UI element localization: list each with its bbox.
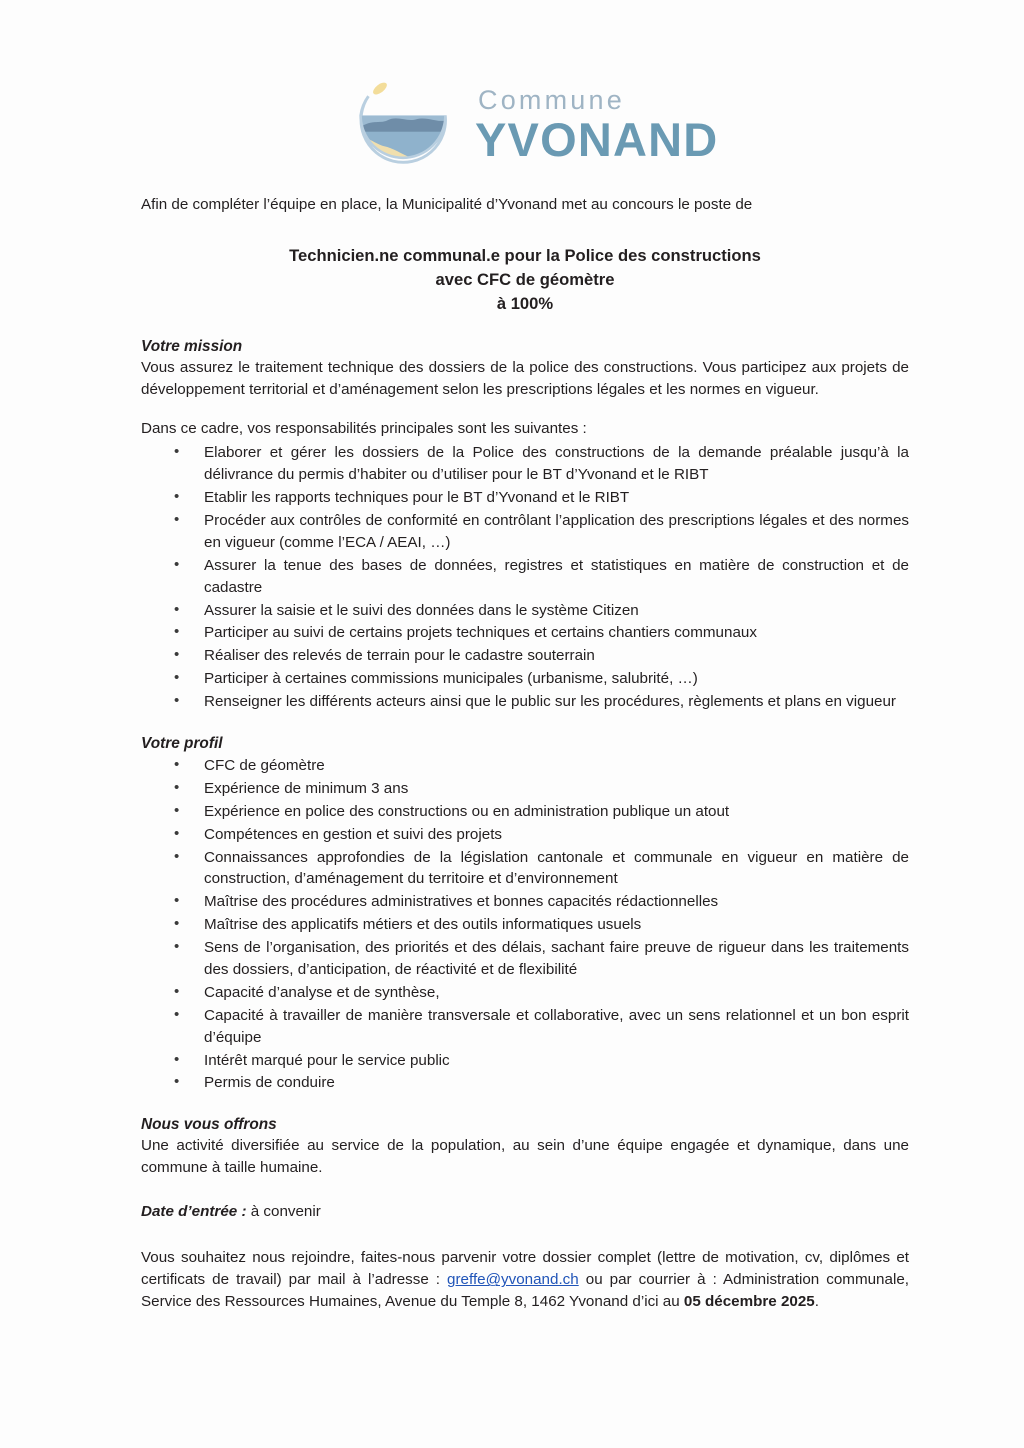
section-heading-offrons: Nous vous offrons: [141, 1116, 277, 1134]
spacer: [141, 401, 909, 418]
list-item: • Permis de conduire: [141, 1072, 909, 1094]
intro-paragraph: Afin de compléter l’équipe en place, la Municipalité d’Yvonand met au concours le poste de: [141, 196, 753, 213]
date-entree-line: [141, 1201, 909, 1223]
list-item: • Intérêt marqué pour le service public: [141, 1050, 909, 1072]
job-title-block: [141, 244, 909, 316]
list-item: • Maîtrise des procédures administratives et bonnes capacités rédactionnelles: [141, 891, 909, 913]
list-item: • Procéder aux contrôles de conformité en contrôlant l’application des prescriptions légales et des normes en vigueur (comme l’ECA / AEAI, …): [141, 510, 909, 554]
mission-paragraph: Vous assurez le traitement technique des dossiers de la police des constructions. Vous participez aux projets de développement territorial et d’aménagement selon les prescriptions légales et les normes en vigueur.: [141, 359, 909, 399]
list-item: • Capacité à travailler de manière transversale et collaborative, avec un sens relationnel et un bon esprit d’équipe: [141, 1005, 909, 1049]
mission-bullet-list: [141, 442, 909, 713]
date-entree-value: à convenir: [250, 1203, 321, 1221]
section-heading-profil: Votre profil: [141, 734, 223, 752]
job-title-line-2: avec CFC de géomètre: [435, 270, 615, 290]
closing-text-part-1: Vous souhaitez nous rejoindre, faites-nous parvenir votre dossier complet (lettre de motivation, cv, diplômes et certificats de travail) par mail à l’adresse :: [141, 1249, 909, 1289]
closing-text-part-3: .: [814, 1293, 819, 1311]
commune-logo: [355, 72, 719, 177]
profil-bullet-list: [141, 755, 909, 1094]
list-item: • Renseigner les différents acteurs ainsi que le public sur les procédures, règlements et plans en vigueur: [141, 691, 909, 713]
list-item: • Etablir les rapports techniques pour le BT d’Yvonand et le RIBT: [141, 487, 909, 509]
list-item: • Participer au suivi de certains projets techniques et certains chantiers communaux: [141, 622, 909, 644]
list-item: • Participer à certaines commissions municipales (urbanisme, salubrité, …): [141, 668, 909, 690]
list-item: • Expérience en police des constructions ou en administration publique un atout: [141, 801, 909, 823]
list-item: • CFC de géomètre: [141, 755, 909, 777]
list-item: • Connaissances approfondies de la législation cantonale et communale en vigueur en matière de construction, d’aménagement du territoire et d’environnement: [141, 847, 909, 891]
list-item: • Assurer la saisie et le suivi des données dans le système Citizen: [141, 600, 909, 622]
section-heading-mission: Votre mission: [141, 338, 243, 356]
list-item: • Maîtrise des applicatifs métiers et des outils informatiques usuels: [141, 914, 909, 936]
logo-yvonand-text: YVONAND: [475, 112, 719, 166]
job-title-line-1: Technicien.ne communal.e pour la Police des constructions: [289, 246, 761, 266]
yvonand-lake-emblem-icon: [355, 77, 451, 173]
date-entree-label: Date d’entrée :: [141, 1203, 247, 1221]
closing-paragraph: [141, 1247, 909, 1313]
list-item: • Réaliser des relevés de terrain pour le cadastre souterrain: [141, 645, 909, 667]
offrons-paragraph: Une activité diversifiée au service de la population, au sein d’une équipe engagée et dynamique, dans une commune à taille humaine.: [141, 1137, 909, 1177]
job-title-line-3: à 100%: [496, 294, 554, 314]
list-item: • Compétences en gestion et suivi des projets: [141, 824, 909, 846]
list-item: • Assurer la tenue des bases de données, registres et statistiques en matière de construction et de cadastre: [141, 555, 909, 599]
list-item: • Sens de l’organisation, des priorités et des délais, sachant faire preuve de rigueur dans les traitements des dossiers, d’anticipation, de réactivité et de flexibilité: [141, 937, 909, 981]
document-body: [141, 194, 909, 1314]
logo-commune-text: Commune: [478, 84, 625, 115]
list-item: • Capacité d’analyse et de synthèse,: [141, 982, 909, 1004]
list-item: • Elaborer et gérer les dossiers de la Police des constructions de la demande préalable jusqu’à la délivrance du permis d’habiter ou d’utiliser pour le BT d’Yvonand et le RIBT: [141, 442, 909, 486]
application-deadline: 05 décembre 2025: [683, 1293, 815, 1311]
email-link[interactable]: greffe@yvonand.ch: [447, 1271, 579, 1289]
mission-lead-in: Dans ce cadre, vos responsabilités principales sont les suivantes :: [141, 420, 587, 438]
closing-text-part-2: ou par courrier à : Administration communale, Service des Ressources Humaines, Avenue du Temple 8, 1462 Yvonand d’ici au: [141, 1271, 909, 1311]
list-item: • Expérience de minimum 3 ans: [141, 778, 909, 800]
logo-wordmark: [475, 84, 719, 166]
